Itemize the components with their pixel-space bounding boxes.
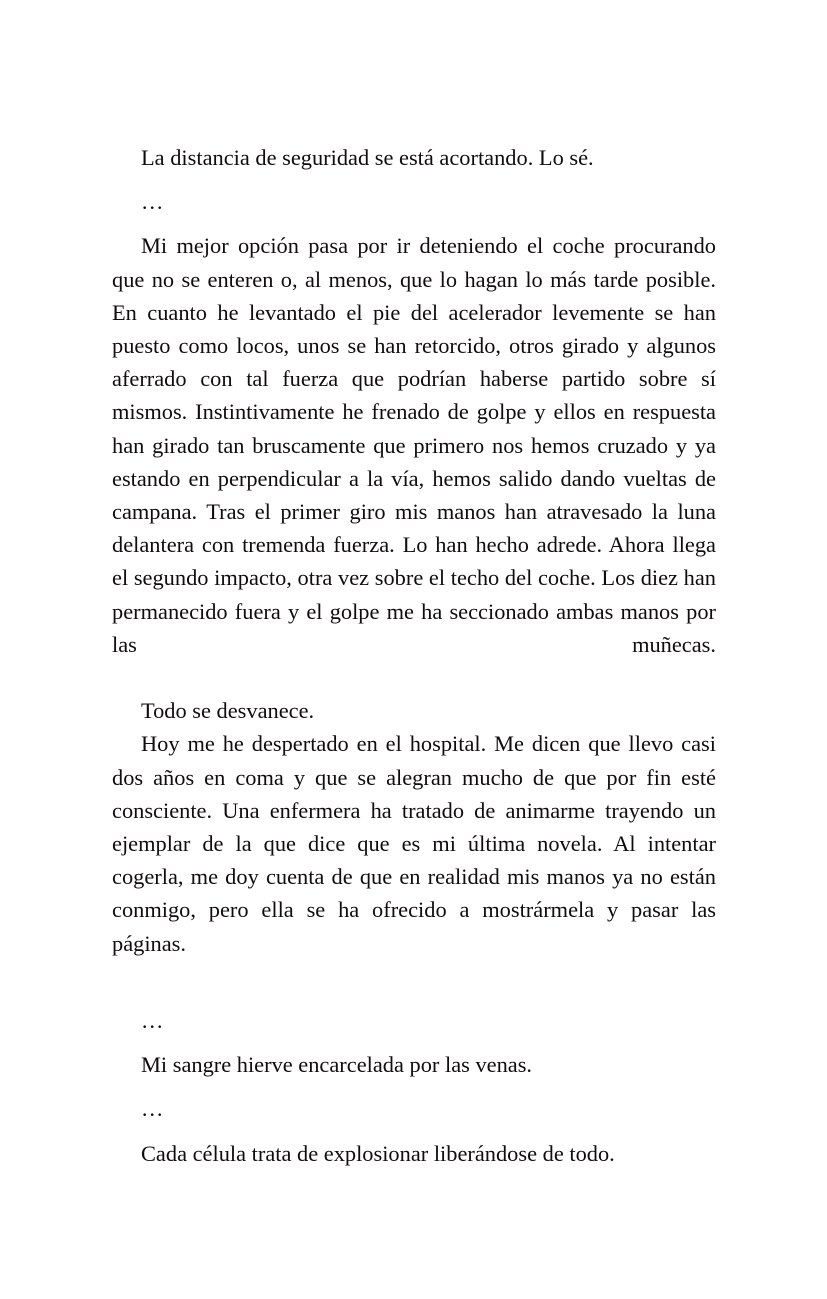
paragraph: La distancia de seguridad se está acortando. Lo sé. <box>141 145 594 170</box>
ellipsis-separator: … <box>141 1008 167 1034</box>
paragraph: Todo se desvanece. <box>141 698 315 724</box>
ellipsis-separator: … <box>141 189 167 215</box>
paragraph: Hoy me he despertado en el hospital. Me dicen que llevo casi dos años en coma y que se alegran mucho de que por fin esté consciente. Una enfermera ha tratado de animarme trayendo un ejemplar de la que dice que es mi última novela. Al intentar cogerla, me doy cuenta de que en realidad mis manos ya no están conmigo, pero ella se ha ofrecido a mostrármela y pasar las páginas. <box>112 731 716 956</box>
ellipsis-separator: … <box>141 1096 167 1122</box>
paragraph: Cada célula trata de explosionar liberándose de todo. <box>141 1140 615 1166</box>
paragraph: Mi sangre hierve encarcelada por las venas. <box>141 1052 533 1078</box>
page-text-body <box>112 141 716 1170</box>
paragraph: Mi mejor opción pasa por ir deteniendo el coche procurando que no se enteren o, al menos, que lo hagan lo más tarde posible. En cuanto he levantado el pie del acelerador levemente se han puesto como locos, unos se han retorcido, otros girado y algunos aferrado con tal fuerza que podrían haberse partido sobre sí mismos. Instintivamente he frenado de golpe y ellos en respuesta han girado tan bruscamente que primero nos hemos cruzado y ya estando en perpendicular a la vía, hemos salido dando vueltas de campana. Tras el primer giro mis manos han atravesado la luna delantera con tremenda fuerza. Lo han hecho adrede. Ahora llega el segundo impacto, otra vez sobre el techo del coche. Los diez han permanecido fuera y el golpe me ha seccionado ambas manos por las muñecas. <box>112 233 716 657</box>
